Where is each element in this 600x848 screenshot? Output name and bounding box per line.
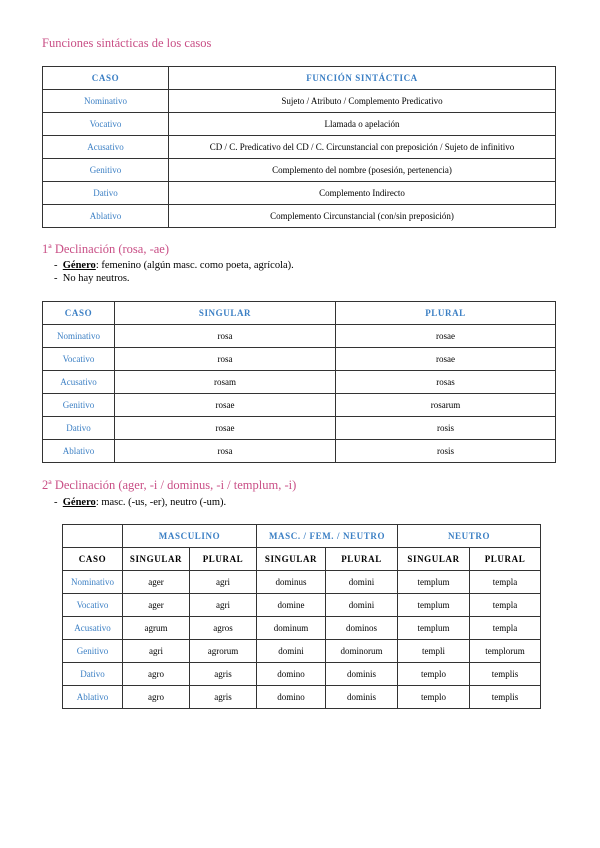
case-form: dominis — [326, 686, 398, 709]
case-form: rosarum — [336, 394, 556, 417]
column-header: SINGULAR — [115, 302, 336, 325]
case-name: Ablativo — [43, 440, 115, 463]
table-row — [43, 182, 556, 205]
case-name: Dativo — [43, 182, 169, 205]
table-row — [43, 440, 556, 463]
table-row — [63, 594, 541, 617]
group-header-row — [63, 525, 541, 548]
table-row — [63, 571, 541, 594]
case-form: domino — [257, 663, 326, 686]
second-declension-table — [62, 524, 541, 709]
case-name: Vocativo — [63, 594, 123, 617]
functions-table — [42, 66, 556, 228]
neuter-note: - No hay neutros. — [54, 273, 130, 284]
case-form: templi — [398, 640, 470, 663]
column-header: CASO — [63, 548, 123, 571]
case-form: rosas — [336, 371, 556, 394]
case-form: templa — [470, 594, 541, 617]
case-name: Genitivo — [43, 394, 115, 417]
case-name: Dativo — [63, 663, 123, 686]
case-form: agro — [123, 686, 190, 709]
gender-label: Género — [62, 260, 96, 271]
case-form: rosae — [336, 348, 556, 371]
case-form: templum — [398, 617, 470, 640]
column-header: PLURAL — [326, 548, 398, 571]
column-header: CASO — [43, 302, 115, 325]
case-form: templis — [470, 686, 541, 709]
column-header: PLURAL — [336, 302, 556, 325]
column-header: FUNCIÓN SINTÁCTICA — [169, 67, 556, 90]
column-header: PLURAL — [470, 548, 541, 571]
case-form: rosa — [115, 348, 336, 371]
case-function: Llamada o apelación — [169, 113, 556, 136]
table-row — [43, 113, 556, 136]
case-form: agro — [123, 663, 190, 686]
table-row — [43, 159, 556, 182]
case-form: templa — [470, 617, 541, 640]
header-row — [43, 302, 556, 325]
table-row — [43, 325, 556, 348]
section2-title: 1ª Declinación (rosa, -ae) — [42, 242, 169, 256]
column-header: PLURAL — [190, 548, 257, 571]
case-function: Sujeto / Atributo / Complemento Predicativo — [169, 90, 556, 113]
group-header: MASC. / FEM. / NEUTRO — [257, 525, 398, 548]
column-header: SINGULAR — [257, 548, 326, 571]
gender-text: : femenino (algún masc. como poeta, agrícola). — [95, 260, 294, 271]
column-header: SINGULAR — [123, 548, 190, 571]
case-function: Complemento del nombre (posesión, pertenencia) — [169, 159, 556, 182]
case-form: templum — [398, 571, 470, 594]
subheader-row — [63, 548, 541, 571]
case-function: Complemento Indirecto — [169, 182, 556, 205]
section2-notes — [54, 259, 294, 285]
case-name: Dativo — [43, 417, 115, 440]
case-form: dominum — [257, 617, 326, 640]
case-form: domine — [257, 594, 326, 617]
case-form: agrum — [123, 617, 190, 640]
header-row — [43, 67, 556, 90]
case-name: Acusativo — [63, 617, 123, 640]
case-form: rosae — [115, 394, 336, 417]
case-form: agri — [190, 594, 257, 617]
case-form: dominis — [326, 663, 398, 686]
section1-title: Funciones sintácticas de los casos — [42, 36, 212, 50]
case-name: Nominativo — [63, 571, 123, 594]
case-name: Ablativo — [63, 686, 123, 709]
table-row — [63, 686, 541, 709]
case-form: rosa — [115, 440, 336, 463]
gender-note: - Género: femenino (algún masc. como poeta, agrícola). — [54, 260, 294, 271]
table-row — [63, 663, 541, 686]
case-function: Complemento Circunstancial (con/sin preposición) — [169, 205, 556, 228]
case-form: dominus — [257, 571, 326, 594]
case-name: Vocativo — [43, 348, 115, 371]
case-form: domini — [326, 594, 398, 617]
case-name: Ablativo — [43, 205, 169, 228]
case-form: domini — [326, 571, 398, 594]
section3-title: 2ª Declinación (ager, -i / dominus, -i / templum, -i) — [42, 478, 297, 492]
table-row — [43, 417, 556, 440]
case-form: agrorum — [190, 640, 257, 663]
case-form: dominorum — [326, 640, 398, 663]
column-header: SINGULAR — [398, 548, 470, 571]
case-form: templorum — [470, 640, 541, 663]
case-form: templo — [398, 663, 470, 686]
case-form: ager — [123, 571, 190, 594]
neuter-text: No hay neutros. — [62, 273, 130, 284]
case-form: agris — [190, 663, 257, 686]
case-form: templa — [470, 571, 541, 594]
table-row — [43, 136, 556, 159]
case-form: agros — [190, 617, 257, 640]
case-name: Nominativo — [43, 90, 169, 113]
table-row — [63, 640, 541, 663]
gender-note: - Género: masc. (-us, -er), neutro (-um). — [54, 497, 227, 508]
case-form: ager — [123, 594, 190, 617]
table-row — [63, 617, 541, 640]
case-form: agri — [190, 571, 257, 594]
table-row — [43, 371, 556, 394]
case-name: Genitivo — [63, 640, 123, 663]
case-form: agri — [123, 640, 190, 663]
group-header: MASCULINO — [123, 525, 257, 548]
case-name: Nominativo — [43, 325, 115, 348]
group-header: NEUTRO — [398, 525, 541, 548]
table-row — [43, 205, 556, 228]
table-row — [43, 348, 556, 371]
case-form: rosae — [336, 325, 556, 348]
case-form: rosae — [115, 417, 336, 440]
case-form: domini — [257, 640, 326, 663]
case-name: Acusativo — [43, 136, 169, 159]
column-header: CASO — [43, 67, 169, 90]
case-form: rosa — [115, 325, 336, 348]
case-form: templo — [398, 686, 470, 709]
case-name: Vocativo — [43, 113, 169, 136]
case-function: CD / C. Predicativo del CD / C. Circunstancial con preposición / Sujeto de infinitivo — [169, 136, 556, 159]
case-form: templum — [398, 594, 470, 617]
case-form: agris — [190, 686, 257, 709]
gender-label: Género — [62, 497, 96, 508]
section3-notes — [54, 496, 226, 509]
case-name: Acusativo — [43, 371, 115, 394]
case-form: domino — [257, 686, 326, 709]
gender-text: : masc. (-us, -er), neutro (-um). — [95, 497, 227, 508]
case-form: dominos — [326, 617, 398, 640]
case-form: rosis — [336, 417, 556, 440]
case-form: rosam — [115, 371, 336, 394]
first-declension-table — [42, 301, 556, 463]
case-name: Genitivo — [43, 159, 169, 182]
table-row — [43, 90, 556, 113]
case-form: rosis — [336, 440, 556, 463]
case-form: templis — [470, 663, 541, 686]
empty-corner-cell — [63, 525, 123, 548]
table-row — [43, 394, 556, 417]
